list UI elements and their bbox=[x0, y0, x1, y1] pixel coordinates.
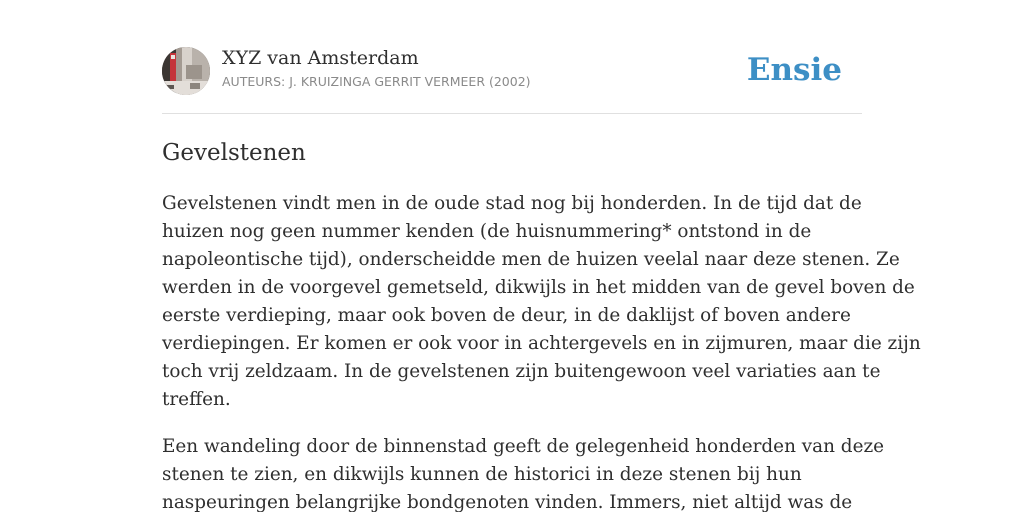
book-cover-avatar[interactable] bbox=[162, 47, 210, 95]
article-title: Gevelstenen bbox=[162, 140, 306, 166]
header-divider bbox=[162, 113, 862, 114]
paragraph-line: verdiepingen. Er komen er ook voor in achtergevels en in zijmuren, maar die zijn bbox=[162, 333, 921, 354]
paragraph-line: toch vrij zeldzaam. In de gevelstenen zijn buitengewoon veel variaties aan te bbox=[162, 361, 881, 382]
book-authors: AUTEURS: J. KRUIZINGA GERRIT VERMEER (2002) bbox=[222, 74, 531, 89]
paragraph-line: eerste verdieping, maar ook boven de deur, in de daklijst of boven andere bbox=[162, 305, 851, 326]
article-body bbox=[162, 190, 921, 512]
book-title[interactable]: XYZ van Amsterdam bbox=[222, 47, 419, 69]
paragraph-line: treffen. bbox=[162, 389, 231, 410]
paragraph-line: huizen nog geen nummer kenden (de huisnummering* ontstond in de bbox=[162, 221, 812, 242]
brand-logo[interactable]: Ensie bbox=[746, 52, 842, 88]
book-header bbox=[162, 46, 862, 96]
article-paragraph bbox=[162, 433, 885, 512]
paragraph-line: Gevelstenen vindt men in de oude stad nog bij honderden. In de tijd dat de bbox=[162, 193, 862, 214]
article-paragraph bbox=[162, 190, 921, 414]
book-cover-image bbox=[162, 47, 210, 95]
paragraph-line: werden in de voorgevel gemetseld, dikwijls in het midden van de gevel boven de bbox=[162, 277, 915, 298]
paragraph-line: stenen te zien, en dikwijls kunnen de historici in deze stenen bij hun bbox=[162, 464, 802, 485]
paragraph-line: Een wandeling door de binnenstad geeft de gelegenheid honderden van deze bbox=[162, 436, 885, 457]
paragraph-line: napoleontische tijd), onderscheidde men de huizen veelal naar deze stenen. Ze bbox=[162, 249, 900, 270]
paragraph-line: naspeuringen belangrijke bondgenoten vinden. Immers, niet altijd was de bbox=[162, 492, 853, 512]
